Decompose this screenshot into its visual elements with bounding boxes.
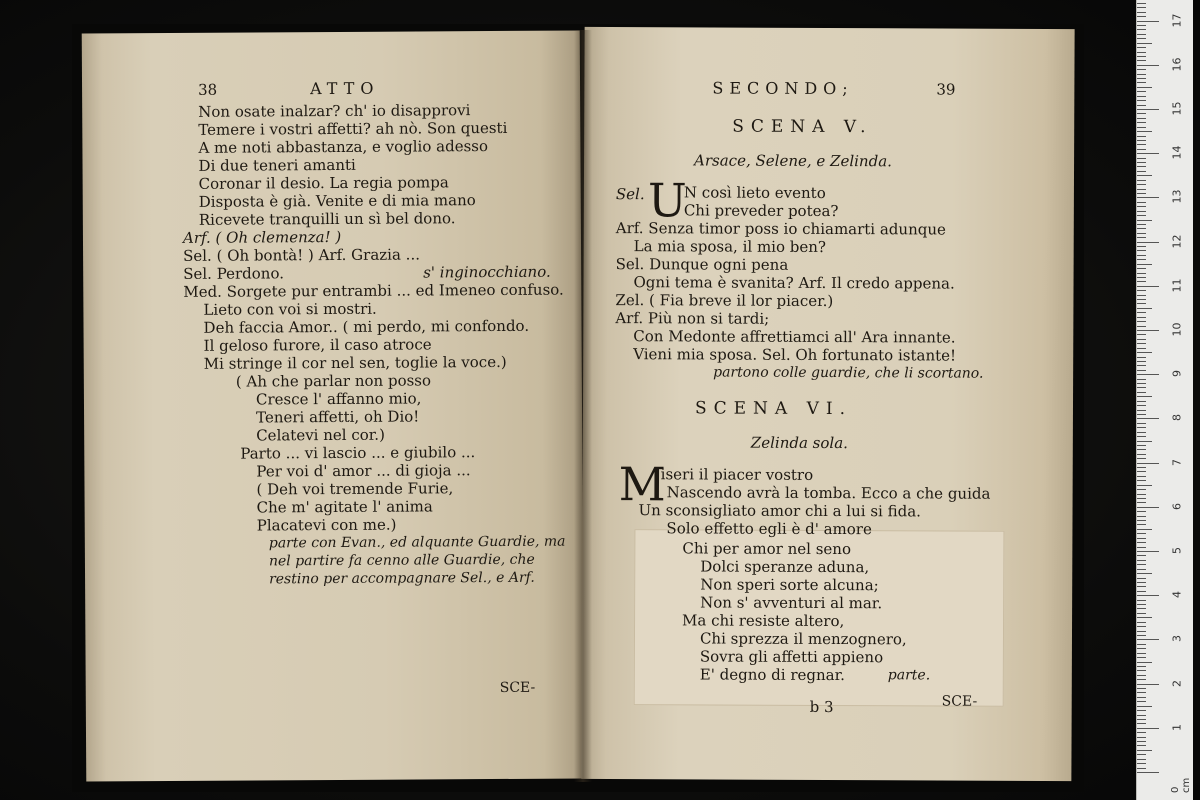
ruler-tick: [1137, 423, 1146, 424]
text-line: Mi stringe il cor nel sen, toglie la voce.): [203, 352, 507, 373]
ruler-number: 4: [1170, 591, 1184, 599]
running-header-left: ATTO: [310, 78, 380, 99]
text-line: Arf. Più non si tardi;: [615, 309, 770, 328]
drop-cap: M: [618, 457, 666, 512]
ruler-tick: [1137, 237, 1146, 238]
ruler-tick: [1137, 233, 1146, 234]
text-line: Non s' avventuri al mar.: [700, 593, 883, 613]
ruler-tick: [1137, 330, 1159, 331]
text-line: Chi preveder potea?: [683, 201, 839, 221]
ruler-tick: [1137, 657, 1146, 658]
ruler-tick: [1137, 511, 1146, 512]
ruler-tick: [1137, 516, 1146, 517]
text-line: La mia sposa, il mio ben?: [633, 237, 827, 256]
ruler-number: 9: [1170, 370, 1184, 378]
ruler-tick: [1137, 396, 1152, 397]
ruler-tick: [1137, 250, 1146, 251]
scene-title: SCENA VI.: [694, 398, 853, 420]
running-header-right: SECONDO;: [712, 78, 854, 99]
ruler-tick: [1137, 52, 1146, 53]
ruler-tick: [1137, 626, 1146, 627]
stage-direction: restino per accompagnare Sel., e Arf.: [269, 569, 535, 588]
ruler-tick: [1137, 759, 1146, 760]
text-line: Che m' agitate l' anima: [256, 497, 433, 517]
ruler-tick: [1137, 348, 1146, 349]
ruler-tick: [1137, 118, 1146, 119]
ruler-tick: [1137, 105, 1146, 106]
page-number-right: 39: [936, 80, 956, 99]
ruler-tick: [1137, 136, 1146, 137]
ruler-number: 15: [1170, 101, 1184, 116]
ruler-tick: [1137, 189, 1146, 190]
scene-title: SCENA V.: [732, 116, 873, 138]
ruler-tick: [1137, 144, 1146, 145]
stage-direction: parte con Evan., ed alquante Guardie, ma: [268, 533, 566, 552]
ruler-tick: [1137, 635, 1146, 636]
ruler-tick: [1137, 573, 1152, 574]
ruler-tick: [1137, 715, 1146, 716]
ruler-tick: [1137, 485, 1152, 486]
ruler-number: 11: [1170, 278, 1184, 293]
ruler-tick: [1137, 564, 1146, 565]
ruler-tick: [1137, 436, 1146, 437]
ruler-tick: [1137, 454, 1146, 455]
text-line: Ricevete tranquilli un sì bel dono.: [198, 209, 456, 229]
ruler-tick: [1137, 295, 1146, 296]
ruler-tick: [1137, 441, 1152, 442]
ruler-tick: [1137, 326, 1146, 327]
right-page: [581, 27, 1074, 781]
ruler-tick: [1137, 692, 1146, 693]
drop-cap: U: [647, 173, 687, 228]
text-line: Arf. Senza timor poss io chiamarti adunque: [615, 219, 946, 239]
text-line: Di due teneri amanti: [198, 155, 356, 175]
ruler-tick: [1137, 524, 1146, 525]
ruler-tick: [1137, 299, 1146, 300]
ruler-tick: [1137, 569, 1146, 570]
text-line: Zel. ( Fia breve il lor piacer.): [615, 291, 834, 311]
text-line: Med. Sorgete pur entrambi ... ed Imeneo confuso.: [183, 280, 564, 301]
ruler-number: 16: [1170, 57, 1184, 72]
text-line: Placatevi con me.): [256, 515, 397, 535]
ruler-tick: [1137, 732, 1146, 733]
ruler-tick: [1137, 701, 1146, 702]
ruler-tick: [1137, 418, 1159, 419]
ruler-tick: [1137, 494, 1146, 495]
ruler-tick: [1137, 604, 1146, 605]
ruler-tick: [1137, 405, 1146, 406]
text-line: Non speri sorte alcuna;: [700, 575, 879, 595]
ruler-number: 8: [1170, 414, 1184, 422]
ruler-tick: [1137, 317, 1146, 318]
ruler-tick: [1137, 171, 1146, 172]
stage-direction: partono colle guardie, che li scortano.: [713, 364, 984, 382]
ruler-tick: [1137, 197, 1159, 198]
ruler-tick: [1137, 533, 1146, 534]
ruler-tick: [1137, 158, 1146, 159]
text-line: Ogni tema è svanita? Arf. Il credo appena.: [633, 273, 955, 293]
ruler-tick: [1137, 303, 1146, 304]
ruler-tick: [1137, 211, 1146, 212]
ruler-tick: [1137, 140, 1146, 141]
ruler-tick: [1137, 586, 1146, 587]
text-line: Parto ... vi lascio ... e giubilo ...: [240, 443, 476, 463]
ruler-tick: [1137, 489, 1146, 490]
ruler-tick: [1137, 608, 1146, 609]
ruler-tick: [1137, 622, 1146, 623]
ruler-tick: [1137, 471, 1146, 472]
ruler-tick: [1137, 595, 1159, 596]
ruler-tick: [1137, 7, 1146, 8]
ruler-tick: [1137, 60, 1146, 61]
ruler-tick: [1137, 719, 1146, 720]
ruler-tick: [1137, 631, 1146, 632]
text-line: iseri il piacer vostro: [660, 465, 814, 484]
ruler-tick: [1137, 206, 1146, 207]
ruler-tick: [1137, 741, 1146, 742]
ruler-tick: [1137, 410, 1146, 411]
ruler-number: 10: [1170, 322, 1184, 337]
ruler-tick: [1137, 392, 1146, 393]
ruler-tick: [1137, 215, 1146, 216]
ruler-tick: [1137, 387, 1146, 388]
ruler-tick: [1137, 202, 1146, 203]
ruler-tick: [1137, 149, 1146, 150]
ruler-tick: [1137, 21, 1159, 22]
text-line: Teneri affetti, oh Dio!: [256, 407, 420, 427]
ruler-tick: [1137, 74, 1146, 75]
ruler-tick: [1137, 312, 1146, 313]
ruler-tick: [1137, 122, 1146, 123]
ruler-tick: [1137, 379, 1146, 380]
text-line: ( Deh voi tremende Furie,: [256, 479, 454, 499]
ruler-tick: [1137, 343, 1146, 344]
ruler-tick: [1137, 529, 1152, 530]
ruler-tick: [1137, 750, 1152, 751]
text-line: Con Medonte affrettiamci all' Ara innante.: [633, 327, 956, 347]
text-line: Celatevi nel cor.): [256, 425, 385, 445]
ruler-tick: [1137, 745, 1146, 746]
stage-direction: s' inginocchiano.: [423, 262, 551, 282]
text-line: Il geloso furore, il caso atroce: [203, 335, 432, 355]
measurement-ruler: [1136, 0, 1193, 800]
text-line: Chi per amor nel seno: [682, 539, 852, 559]
ruler-tick: [1137, 370, 1146, 371]
ruler-tick: [1137, 763, 1146, 764]
ruler-tick: [1137, 131, 1152, 132]
ruler-tick: [1137, 109, 1159, 110]
ruler-tick: [1137, 308, 1152, 309]
ruler-tick: [1137, 3, 1146, 4]
ruler-tick: [1137, 498, 1146, 499]
ruler-tick: [1137, 772, 1159, 773]
ruler-number: 1: [1170, 723, 1184, 731]
book-gutter: [574, 30, 592, 782]
ruler-tick: [1137, 591, 1146, 592]
left-page: [82, 30, 585, 781]
ruler-tick: [1137, 43, 1152, 44]
ruler-number: 7: [1170, 458, 1184, 466]
ruler-tick: [1137, 38, 1146, 39]
ruler-tick: [1137, 34, 1146, 35]
ruler-tick: [1137, 268, 1146, 269]
ruler-tick: [1137, 684, 1159, 685]
ruler-tick: [1137, 662, 1152, 663]
stage-direction: nel partire fa cenno alle Guardie, che: [268, 551, 535, 570]
ruler-tick: [1137, 613, 1146, 614]
text-line: Disposta è già. Venite e di mia mano: [198, 191, 476, 211]
ruler-tick: [1137, 290, 1146, 291]
ruler-tick: [1137, 670, 1146, 671]
ruler-tick: [1137, 697, 1146, 698]
ruler-tick: [1137, 383, 1146, 384]
ruler-tick: [1137, 16, 1146, 17]
ruler-tick: [1137, 12, 1146, 13]
ruler-tick: [1137, 507, 1159, 508]
ruler-tick: [1137, 25, 1146, 26]
catchword: SCE-: [941, 693, 978, 710]
ruler-tick: [1137, 361, 1146, 362]
ruler-tick: [1137, 180, 1146, 181]
ruler-tick: [1137, 374, 1159, 375]
ruler-tick: [1137, 273, 1146, 274]
ruler-tick: [1137, 666, 1146, 667]
ruler-tick: [1137, 334, 1146, 335]
ruler-tick: [1137, 255, 1146, 256]
ruler-tick: [1137, 706, 1152, 707]
signature-mark: b 3: [809, 697, 834, 717]
ruler-tick: [1137, 555, 1146, 556]
text-line: A me noti abbastanza, e voglio adesso: [198, 137, 489, 157]
catchword: SCE-: [499, 679, 536, 696]
ruler-tick: [1137, 96, 1146, 97]
ruler-tick: [1137, 162, 1146, 163]
text-line: ( Ah che parlar non posso: [235, 371, 432, 391]
ruler-tick: [1137, 264, 1152, 265]
ruler-tick: [1137, 520, 1146, 521]
ruler-tick: [1137, 414, 1146, 415]
ruler-tick: [1137, 321, 1146, 322]
ruler-tick: [1137, 87, 1152, 88]
ruler-tick: [1137, 542, 1146, 543]
ruler-tick: [1137, 467, 1146, 468]
ruler-tick: [1137, 277, 1146, 278]
ruler-tick: [1137, 242, 1159, 243]
ruler-tick: [1137, 432, 1146, 433]
ruler-tick: [1137, 551, 1159, 552]
text-line: Chi sprezza il menzognero,: [699, 629, 907, 649]
ruler-tick: [1137, 458, 1146, 459]
text-line: Vieni mia sposa. Sel. Oh fortunato istante!: [633, 345, 957, 365]
text-line: Solo effetto egli è d' amore: [666, 519, 872, 539]
ruler-tick: [1137, 91, 1146, 92]
ruler-number: 3: [1170, 635, 1184, 643]
text-line: Temere i vostri affetti? ah nò. Son questi: [198, 118, 508, 139]
ruler-tick: [1137, 768, 1146, 769]
ruler-tick: [1137, 754, 1146, 755]
ruler-tick: [1137, 679, 1146, 680]
ruler-tick: [1137, 639, 1159, 640]
ruler-tick: [1137, 339, 1146, 340]
ruler-tick: [1137, 445, 1146, 446]
ruler-tick: [1137, 582, 1146, 583]
ruler-tick: [1137, 220, 1152, 221]
text-line: N così lieto evento: [683, 183, 826, 202]
ruler-tick: [1137, 427, 1146, 428]
text-line: Lieto con voi si mostri.: [203, 299, 377, 319]
ruler-tick: [1137, 224, 1146, 225]
text-line: Deh faccia Amor.. ( mi perdo, mi confondo.: [203, 316, 530, 337]
ruler-tick: [1137, 175, 1152, 176]
ruler-tick: [1137, 184, 1146, 185]
ruler-number: 5: [1170, 547, 1184, 554]
text-line: Dolci speranze aduna,: [700, 557, 870, 577]
text-line: Un sconsigliato amor chi a lui si fida.: [638, 501, 921, 521]
ruler-tick: [1137, 166, 1146, 167]
ruler-tick: [1137, 688, 1146, 689]
ruler-tick: [1137, 449, 1146, 450]
ruler-tick: [1137, 578, 1146, 579]
ruler-tick: [1137, 480, 1146, 481]
ruler-tick: [1137, 47, 1146, 48]
ruler-tick: [1137, 29, 1146, 30]
ruler-tick: [1137, 100, 1146, 101]
ruler-tick: [1137, 600, 1146, 601]
ruler-tick: [1137, 538, 1146, 539]
ruler-tick: [1137, 65, 1159, 66]
ruler-tick: [1137, 675, 1146, 676]
speaker-label: Sel.: [615, 185, 645, 204]
ruler-number: 6: [1170, 502, 1184, 510]
stage-direction: parte.: [887, 667, 931, 684]
ruler-tick: [1137, 617, 1152, 618]
ruler-tick: [1137, 560, 1146, 561]
ruler-tick: [1137, 352, 1152, 353]
text-line: Sel. Perdono.: [183, 264, 285, 283]
ruler-tick: [1137, 69, 1146, 70]
ruler-tick: [1137, 648, 1146, 649]
ruler-tick: [1137, 723, 1146, 724]
ruler-number: 17: [1170, 13, 1184, 28]
text-line: Sel. Dunque ogni pena: [615, 255, 789, 274]
ruler-tick: [1137, 710, 1146, 711]
ruler-number: 12: [1170, 234, 1184, 249]
text-line: Sovra gli affetti appieno: [699, 647, 884, 667]
ruler-tick: [1137, 476, 1146, 477]
ruler-tick: [1137, 281, 1146, 282]
ruler-unit-label: 0 cm: [1170, 777, 1192, 793]
ruler-tick: [1137, 286, 1159, 287]
text-line: Cresce l' affanno mio,: [255, 389, 422, 409]
ruler-tick: [1137, 644, 1146, 645]
ruler-number: 13: [1170, 189, 1184, 204]
ruler-tick: [1137, 127, 1146, 128]
ruler-tick: [1137, 463, 1159, 464]
ruler-tick: [1137, 153, 1159, 154]
ruler-tick: [1137, 401, 1146, 402]
ruler-tick: [1137, 56, 1146, 57]
ruler-tick: [1137, 246, 1146, 247]
ruler-tick: [1137, 737, 1146, 738]
text-line: Arf. ( Oh clemenza! ): [182, 227, 342, 247]
ruler-tick: [1137, 78, 1146, 79]
ruler-tick: [1137, 228, 1146, 229]
text-line: Sel. ( Oh bontà! ) Arf. Grazia ...: [183, 245, 421, 265]
ruler-tick: [1137, 357, 1146, 358]
ruler-tick: [1137, 113, 1146, 114]
text-line: Non osate inalzar? ch' io disapprovi: [198, 101, 471, 121]
text-line: Per voi d' amor ... di gioja ...: [256, 461, 471, 481]
ruler-tick: [1137, 653, 1146, 654]
ruler-tick: [1137, 365, 1146, 366]
ruler-tick: [1137, 547, 1146, 548]
text-line: Nascendo avrà la tomba. Ecco a che guida: [666, 483, 991, 503]
ruler-number: 14: [1170, 145, 1184, 160]
text-line: Coronar il desio. La regia pompa: [198, 173, 449, 193]
text-line: E' degno di regnar.: [699, 665, 845, 685]
page-number-left: 38: [198, 80, 218, 99]
scene-cast: Arsace, Selene, e Zelinda.: [694, 151, 892, 171]
scene-cast: Zelinda sola.: [750, 433, 848, 453]
ruler-tick: [1137, 193, 1146, 194]
ruler-tick: [1137, 502, 1146, 503]
text-line: Ma chi resiste altero,: [682, 611, 845, 631]
ruler-tick: [1137, 259, 1146, 260]
ruler-tick: [1137, 82, 1146, 83]
ruler-number: 2: [1170, 679, 1184, 687]
ruler-tick: [1137, 728, 1159, 729]
